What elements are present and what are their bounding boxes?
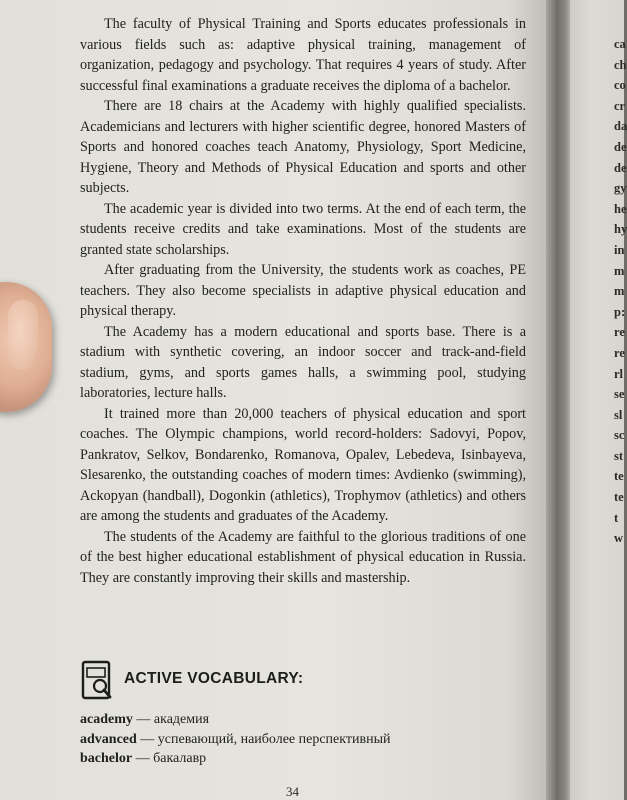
paragraph-faculty: The faculty of Physical Training and Sports educates professionals in various fields such as: adaptive physical training, management of organization, pedagogy and psychology. That requires 4 years of study. After successful final examinations a graduate receives the diploma of a bachelor. (80, 16, 526, 94)
facing-fragment: te (614, 469, 624, 484)
facing-fragment: t (614, 510, 619, 525)
facing-fragment: te (614, 490, 624, 505)
paragraph-graduates: After graduating from the University, the students work as coaches, PE teachers. They also become specialists in adaptive physical education and physical therapy. (80, 262, 526, 319)
article-body (80, 14, 526, 588)
facing-fragment: w (614, 531, 624, 546)
facing-fragment: de (614, 139, 627, 154)
facing-fragment: da (614, 119, 627, 134)
facing-fragment: hy (614, 222, 627, 237)
vocabulary-title: ACTIVE VOCABULARY: (124, 670, 304, 687)
right-page (570, 0, 627, 800)
vocabulary-term: academy (80, 712, 133, 727)
vocabulary-term: advanced (80, 731, 137, 747)
facing-fragment: ch (614, 57, 627, 72)
facing-fragment: sl (614, 407, 623, 422)
facing-fragment: de (614, 160, 627, 175)
facing-fragment: m (614, 284, 625, 299)
facing-page-text (614, 34, 627, 549)
vocabulary-list (80, 710, 526, 769)
page-number: 34 (286, 784, 299, 799)
facing-fragment: gy (614, 181, 627, 196)
vocabulary-translation: — академия (132, 712, 210, 727)
paragraph-chairs: There are 18 chairs at the Academy with highly qualified specialists. Academicians and lecturers with higher scientific degree, honored Masters of Sports and honored coaches teach Anatomy, Physiology, Sport Medicine, Hygiene, Theory and Methods of Physical Education and sports and other subjects. (80, 98, 526, 196)
facing-fragment: se (614, 387, 625, 402)
paragraph-alumni: It trained more than 20,000 teachers of physical education and sport coaches. The Olympic champions, world record-holders: Sadovyi, Popov, Pankratov, Selkov, Bondarenko, Romanova, Opalev, Lebedeva, Isinbayeva, Slesarenko, the outstanding coaches of modern times: Avdienko (swimming), Ackopyan (handball), Dogonkin (athletics), Trophymov (athletics) and others are among the students and graduates of the Academy. (80, 405, 526, 524)
facing-fragment: sc (614, 428, 625, 443)
paragraph-academic-year: The academic year is divided into two terms. At the end of each term, the students receive credits and take examinations. Most of the students are granted state scholarships. (80, 200, 526, 258)
vocabulary-translation: — бакалавр (132, 751, 207, 766)
facing-fragment: st (614, 448, 624, 463)
facing-fragment: cr (614, 98, 626, 113)
facing-fragment: re (614, 325, 625, 340)
facing-fragment: he (614, 201, 627, 216)
facing-fragment: m (614, 263, 625, 278)
book-with-magnifier-icon (80, 660, 114, 702)
thumbnail-highlight (8, 300, 38, 370)
vocabulary-term: bachelor (80, 751, 133, 766)
vocabulary-header (80, 660, 526, 704)
facing-fragment: in (614, 242, 625, 257)
facing-fragment: ca (614, 37, 626, 51)
vocabulary-item (80, 710, 526, 730)
facing-fragment: re (614, 345, 625, 360)
facing-fragment: p: (614, 304, 626, 319)
paragraph-sports-base: The Academy has a modern educational and sports base. There is a stadium with synthetic covering, an indoor soccer and track-and-field stadium, gyms, and sports games halls, a swimming pool, studying laboratories, lecture halls. (80, 323, 526, 401)
paragraph-traditions: The students of the Academy are faithful to the glorious traditions of one of the best higher educational establishment of physical education in Russia. They are constantly improving their skills and mastership. (80, 528, 526, 586)
vocabulary-item (80, 749, 526, 769)
vocabulary-translation: — успевающий, наиболее перспективный (136, 731, 391, 747)
vocabulary-item (80, 730, 526, 750)
facing-fragment: co (614, 78, 626, 93)
facing-fragment: rl (614, 366, 624, 381)
